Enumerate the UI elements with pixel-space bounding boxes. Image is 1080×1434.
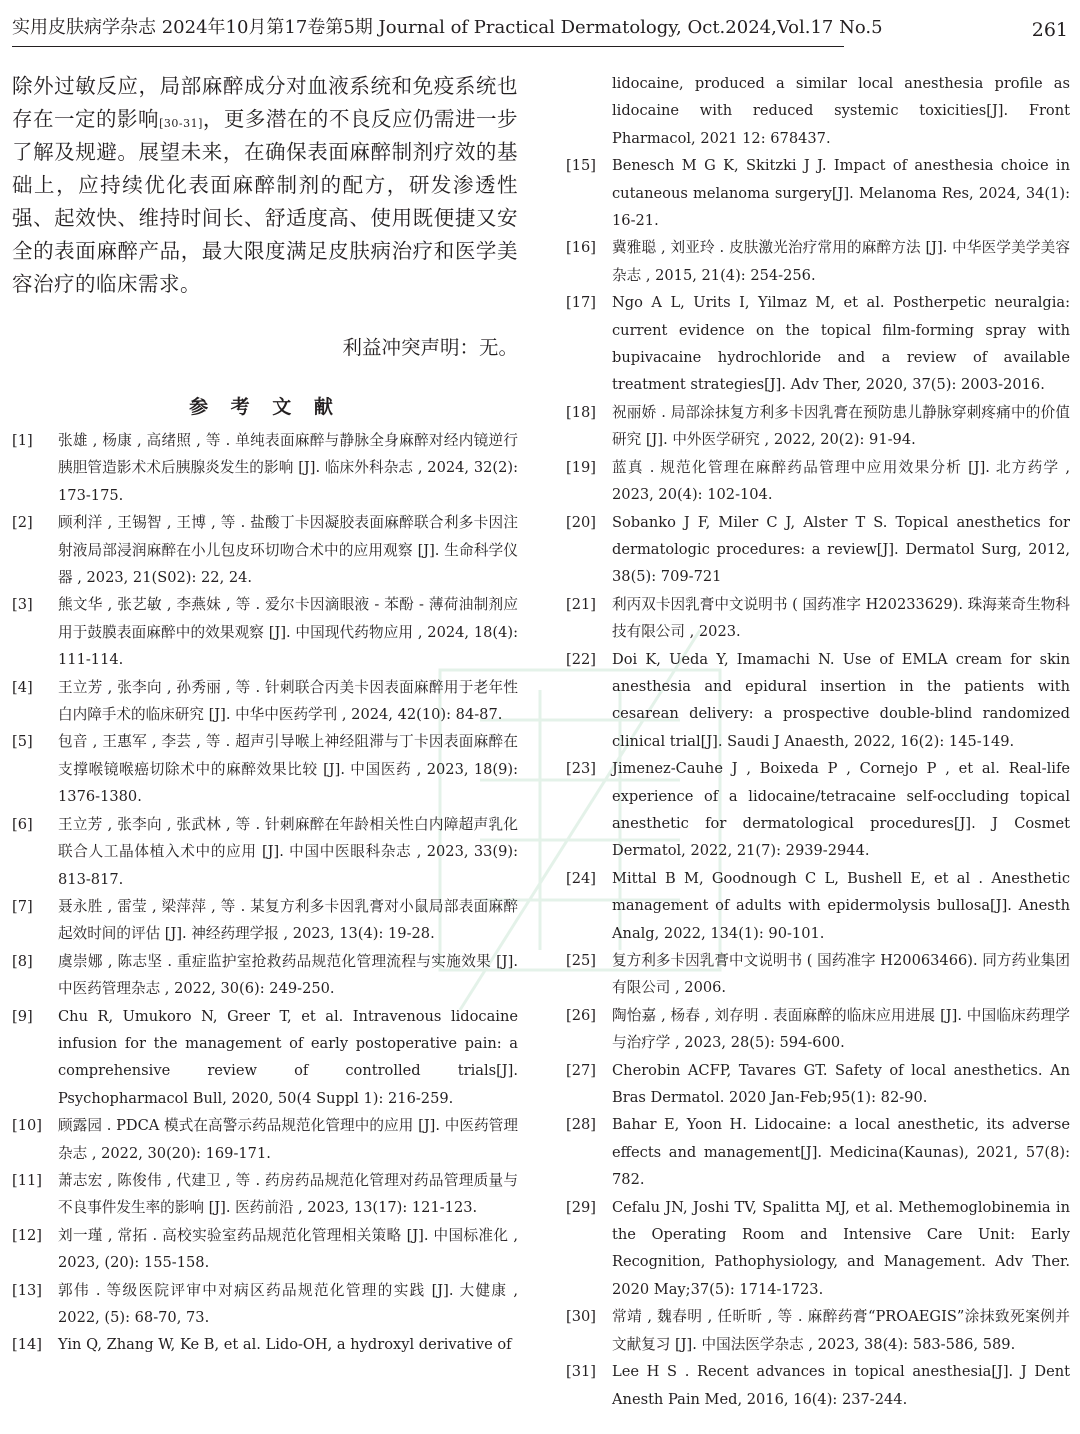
reference-text: Chu R, Umukoro N, Greer T, et al. Intravenous lidocaine infusion for the management of early postoperative pain: a comprehensive review of controlled trials[J]. Psychopharmacol Bull, 2020, 50(4 Suppl 1): 216-259. — [58, 1007, 518, 1107]
reference-text: Bahar E, Yoon H. Lidocaine: a local anesthetic, its adverse effects and management[J]. Medicina(Kaunas), 2021, 57(8): 782. — [612, 1116, 1070, 1189]
reference-item-31 — [566, 1358, 1070, 1413]
reference-text: 利丙双卡因乳膏中文说明书 ( 国药准字 H20233629). 珠海莱奇生物科技有限公司 , 2023. — [612, 595, 1070, 641]
conclusion-paragraph — [12, 70, 518, 301]
reference-item-19 — [566, 454, 1070, 509]
reference-text: 陶怡嘉 , 杨春 , 刘存明 . 表面麻醉的临床应用进展 [J]. 中国临床药理学与治疗学 , 2023, 28(5): 594-600. — [612, 1006, 1070, 1052]
reference-text: 熊文华 , 张艺敏 , 李燕妹 , 等 . 爱尔卡因滴眼液 - 苯酚 - 薄荷油制剂应用于鼓膜表面麻醉中的效果观察 [J]. 中国现代药物应用 , 2024, 18(4): 111-114. — [58, 596, 518, 669]
reference-text: Cefalu JN, Joshi TV, Spalitta MJ, et al. Methemoglobinemia in the Operating Room and Intensive Care Unit: Early Recognition, Pathophysiology, and Management. Adv Ther. 2020 May;37(5): 1714-1723. — [612, 1198, 1070, 1298]
reference-item-15 — [566, 152, 1070, 234]
reference-item-7 — [12, 893, 518, 948]
header-rule — [12, 46, 844, 47]
reference-item-4 — [12, 674, 518, 729]
reference-text: 蓝真 . 规范化管理在麻醉药品管理中应用效果分析 [J]. 北方药学 , 2023, 20(4): 102-104. — [612, 458, 1070, 504]
running-header — [12, 10, 1074, 46]
reference-text: Sobanko J F, Miler C J, Alster T S. Topical anesthetics for dermatologic procedures: a review[J]. Dermatol Surg, 2012, 38(5): 709-721 — [612, 513, 1070, 586]
reference-number: [15] — [566, 157, 596, 175]
reference-text: Benesch M G K, Skitzki J J. Impact of anesthesia choice in cutaneous melanoma surgery[J]. Melanoma Res, 2024, 34(1): 16-21. — [612, 157, 1070, 230]
reference-item-6 — [12, 811, 518, 893]
reference-text: 刘一瑾 , 常拓 . 高校实验室药品规范化管理相关策略 [J]. 中国标准化 , 2023, (20): 155-158. — [58, 1226, 518, 1272]
reference-item-24 — [566, 865, 1070, 947]
reference-item-14 — [12, 1331, 518, 1358]
left-column — [12, 70, 518, 1359]
reference-number: [25] — [566, 952, 596, 969]
reference-item-9 — [12, 1003, 518, 1113]
reference-number: [27] — [566, 1061, 596, 1079]
reference-number: [2] — [12, 514, 33, 532]
reference-item-17 — [566, 289, 1070, 399]
reference-item-21 — [566, 591, 1070, 646]
reference-text: 张雄 , 杨康 , 高绪照 , 等 . 单纯表面麻醉与静脉全身麻醉对经内镜逆行胰胆管造影术术后胰腺炎发生的影响 [J]. 临床外科杂志 , 2024, 32(2): 173-175. — [58, 432, 518, 504]
reference-item-25 — [566, 947, 1070, 1002]
reference-item-29 — [566, 1194, 1070, 1304]
reference-number: [30] — [566, 1308, 596, 1326]
reference-item-22 — [566, 646, 1070, 756]
reference-number: [11] — [12, 1171, 42, 1189]
reference-number: [31] — [566, 1363, 596, 1381]
reference-item-27 — [566, 1057, 1070, 1112]
reference-number: [1] — [12, 432, 33, 449]
reference-item-16 — [566, 234, 1070, 289]
reference-number: [7] — [12, 897, 33, 915]
conflict-of-interest-statement: 利益冲突声明：无。 — [342, 336, 518, 359]
reference-item-2 — [12, 509, 518, 591]
reference-text: Cherobin ACFP, Tavares GT. Safety of local anesthetics. An Bras Dermatol. 2020 Jan-Feb;95(1): 82-90. — [612, 1061, 1070, 1107]
reference-text: 冀雅聪 , 刘亚玲 . 皮肤激光治疗常用的麻醉方法 [J]. 中华医学美学美容杂志 , 2015, 21(4): 254-256. — [612, 239, 1070, 284]
reference-item-18 — [566, 399, 1070, 454]
reference-14-continuation: lidocaine, produced a similar local anesthesia profile as lidocaine with reduced systemic toxicities[J]. Front Pharmacol, 2021 12: 678437. — [612, 75, 1070, 147]
paragraph-text-part1: 除外过敏反应，局部麻醉成分对血液系统和免疫系统也存在一定的影响 — [12, 74, 518, 131]
reference-number: [20] — [566, 513, 596, 531]
reference-text: 王立芳 , 张李向 , 张武林 , 等 . 针刺麻醉在年龄相关性白内障超声乳化联合人工晶体植入术中的应用 [J]. 中国中医眼科杂志 , 2023, 33(9): 813-817. — [58, 815, 518, 888]
reference-text: 祝丽娇 . 局部涂抹复方利多卡因乳膏在预防患儿静脉穿刺疼痛中的价值研究 [J]. 中外医学研究 , 2022, 20(2): 91-94. — [612, 403, 1070, 449]
reference-text: 虞崇娜 , 陈志坚 . 重症监护室抢救药品规范化管理流程与实施效果 [J]. 中医药管理杂志 , 2022, 30(6): 249-250. — [58, 952, 518, 998]
reference-number: [18] — [566, 403, 596, 421]
reference-text: 王立芳 , 张李向 , 孙秀丽 , 等 . 针刺联合丙美卡因表面麻醉用于老年性白内障手术的临床研究 [J]. 中华中医药学刊 , 2024, 42(10): 84-87. — [58, 678, 518, 724]
citation-superscript: [30-31] — [159, 117, 203, 130]
reference-text: 常靖 , 魏春明 , 任昕昕 , 等 . 麻醉药膏“PROAEGIS”涂抹致死案例并文献复习 [J]. 中国法医学杂志 , 2023, 38(4): 583-586, 589. — [612, 1308, 1070, 1353]
paragraph-text-part2: ，更多潜在的不良反应仍需进一步了解及规避。展望未来，在确保表面麻醉制剂疗效的基础上，应持续优化表面麻醉制剂的配方，研发渗透性强、起效快、维持时间长、舒适度高、使用既便捷又安全的表面麻醉产品，最大限度满足皮肤病治疗和医学美容治疗的临床需求。 — [12, 107, 519, 296]
reference-number: [28] — [566, 1116, 596, 1134]
reference-item-5 — [12, 728, 518, 810]
reference-number: [16] — [566, 239, 596, 257]
reference-text: Jimenez-Cauhe J , Boixeda P , Cornejo P , et al. Real-life experience of a lidocaine/tetracaine self-occluding topical anesthetic for dermatological procedures[J]. J Cosmet Dermatol, 2022, 21(7): 2939-2944. — [612, 760, 1070, 860]
reference-number: [3] — [12, 596, 33, 614]
reference-number: [6] — [12, 815, 33, 833]
reference-item-23 — [566, 755, 1070, 865]
reference-number: [17] — [566, 294, 596, 312]
reference-text: 聂永胜 , 雷莹 , 梁萍萍 , 等 . 某复方利多卡因乳膏对小鼠局部表面麻醉起效时间的评估 [J]. 神经药理学报 , 2023, 13(4): 19-28. — [58, 897, 518, 943]
reference-text: Lee H S . Recent advances in topical anesthesia[J]. J Dent Anesth Pain Med, 2016, 16(4): 237-244. — [612, 1363, 1070, 1408]
reference-item-1 — [12, 427, 518, 509]
reference-text: 包音 , 王惠军 , 李芸 , 等 . 超声引导喉上神经阻滞与丁卡因表面麻醉在支撑喉镜喉癌切除术中的麻醉效果比较 [J]. 中国医药 , 2023, 18(9): 1376-1380. — [58, 733, 518, 806]
reference-number: [12] — [12, 1226, 42, 1244]
reference-number: [24] — [566, 869, 596, 887]
reference-number: [19] — [566, 458, 596, 476]
reference-number: [8] — [12, 952, 33, 970]
reference-text: 郭伟 . 等级医院评审中对病区药品规范化管理的实践 [J]. 大健康 , 2022, (5): 68-70, 73. — [58, 1281, 518, 1326]
reference-list-right — [566, 152, 1070, 1413]
reference-number: [5] — [12, 733, 33, 751]
reference-text: Yin Q, Zhang W, Ke B, et al. Lido-OH, a hydroxyl derivative of — [58, 1336, 512, 1354]
reference-text: 顾利洋 , 王锡智 , 王博 , 等 . 盐酸丁卡因凝胶表面麻醉联合利多卡因注射液局部浸润麻醉在小儿包皮环切吻合术中的应用观察 [J]. 生命科学仪器 , 2023, 21(S02): 22, 24. — [58, 514, 518, 587]
reference-list-left — [12, 427, 518, 1359]
page-number: 261 — [1031, 19, 1068, 41]
reference-item-30 — [566, 1303, 1070, 1358]
reference-text: 顾露园 . PDCA 模式在高警示药品规范化管理中的应用 [J]. 中医药管理杂志 , 2022, 30(20): 169-171. — [58, 1117, 518, 1162]
reference-item-11 — [12, 1167, 518, 1222]
right-column — [566, 70, 1070, 1413]
reference-item-28 — [566, 1111, 1070, 1193]
reference-item-10 — [12, 1112, 518, 1167]
reference-number: [4] — [12, 678, 33, 696]
reference-item-8 — [12, 948, 518, 1003]
reference-item-20 — [566, 509, 1070, 591]
reference-number: [10] — [12, 1117, 42, 1135]
reference-text: 萧志宏 , 陈俊伟 , 代建卫 , 等 . 药房药品规范化管理对药品管理质量与不良事件发生率的影响 [J]. 医药前沿 , 2023, 13(17): 121-123. — [58, 1171, 518, 1217]
reference-text: Ngo A L, Urits I, Yilmaz M, et al. Postherpetic neuralgia: current evidence on the topical film-forming spray with bupivacaine hydrochloride and a review of available treatment strategies[J]. Adv Ther, 2020, 37(5): 2003-2016. — [612, 294, 1070, 394]
reference-number: [13] — [12, 1281, 42, 1299]
reference-item-12 — [12, 1222, 518, 1277]
reference-number: [23] — [566, 760, 596, 778]
reference-text: 复方利多卡因乳膏中文说明书 ( 国药准字 H20063466). 同方药业集团有限公司 , 2006. — [612, 952, 1070, 997]
reference-item-13 — [12, 1277, 518, 1332]
reference-text: Mittal B M, Goodnough C L, Bushell E, et al . Anesthetic management of adults with epidermolysis bullosa[J]. Anesth Analg, 2022, 134(1): 90-101. — [612, 869, 1070, 942]
reference-item-26 — [566, 1002, 1070, 1057]
reference-item-3 — [12, 591, 518, 673]
reference-number: [21] — [566, 595, 596, 613]
journal-header-text: 实用皮肤病学杂志 2024年10月第17卷第5期 Journal of Practical Dermatology, Oct.2024,Vol.17 No.5 — [12, 17, 883, 38]
reference-number: [29] — [566, 1198, 596, 1216]
reference-number: [14] — [12, 1336, 42, 1354]
reference-text: Doi K, Ueda Y, Imamachi N. Use of EMLA cream for skin anesthesia and epidural insertion in the patients with cesarean delivery: a prospective double-blind randomized clinical trial[J]. Saudi J Anaesth, 2022, 16(2): 145-149. — [612, 650, 1070, 750]
reference-number: [26] — [566, 1006, 596, 1024]
reference-number: [9] — [12, 1007, 33, 1025]
references-heading: 参 考 文 献 — [189, 396, 341, 418]
reference-number: [22] — [566, 650, 596, 668]
